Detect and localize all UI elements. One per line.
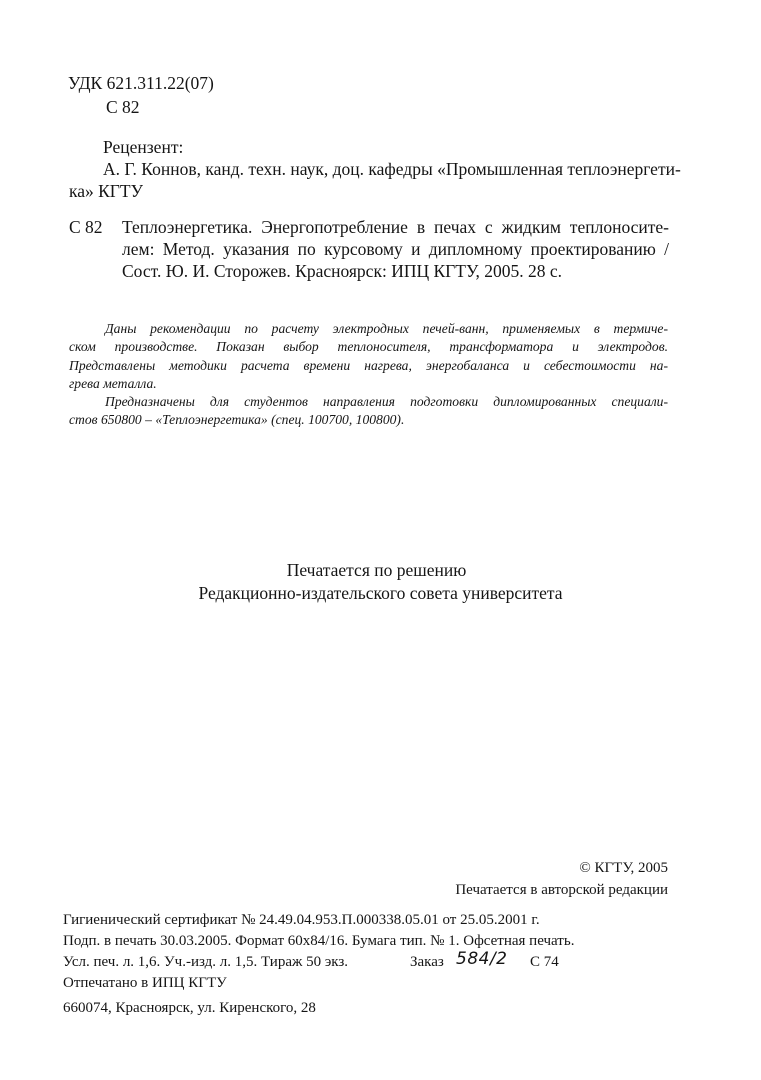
bib-line-1: Теплоэнергетика. Энергопотребление в печах с жидким теплоносите- bbox=[122, 217, 669, 237]
print-sheets: Усл. печ. л. 1,6. Уч.-изд. л. 1,5. Тираж 50 экз. bbox=[63, 954, 349, 970]
bib-line-3: Сост. Ю. И. Сторожев. Красноярск: ИПЦ КГТУ, 2005. 28 с. bbox=[122, 261, 563, 281]
reviewer-line-2: ка» КГТУ bbox=[69, 181, 143, 201]
approval-line-2: Редакционно-издательского совета университета bbox=[198, 583, 563, 603]
imprint-line-2: Подп. в печать 30.03.2005. Формат 60х84/16. Бумага тип. № 1. Офсетная печать. bbox=[63, 933, 575, 949]
reviewer-label: Рецензент: bbox=[103, 137, 184, 157]
approval-line-1: Печатается по решению bbox=[286, 560, 467, 580]
order-number-handwritten: 584/2 bbox=[456, 949, 508, 969]
bib-description bbox=[122, 216, 669, 282]
author-edition-line: Печатается в авторской редакции bbox=[455, 882, 668, 898]
imprint-block bbox=[63, 910, 603, 1019]
imprint-line-1: Гигиенический сертификат № 24.49.04.953.П.000338.05.01 от 25.05.2001 г. bbox=[63, 912, 540, 928]
approval-block bbox=[0, 559, 761, 605]
annotation bbox=[69, 320, 668, 430]
imprint-line-4: Отпечатано в ИПЦ КГТУ bbox=[63, 975, 227, 991]
imprint-line-3 bbox=[63, 949, 603, 973]
udk-code: УДК 621.311.22(07) bbox=[68, 73, 214, 93]
annotation-line-3: Представлены методики расчета времени нагрева, энергобаланса и себестоимости на- bbox=[69, 357, 668, 373]
imprint-line-5: 660074, Красноярск, ул. Киренского, 28 bbox=[63, 1000, 316, 1016]
order-code: С 74 bbox=[530, 954, 559, 970]
copyright-block bbox=[455, 857, 668, 901]
order-label: Заказ bbox=[410, 954, 444, 970]
reviewer-block bbox=[69, 136, 681, 202]
bib-code: С 82 bbox=[69, 217, 103, 237]
copyright-line: © КГТУ, 2005 bbox=[579, 860, 668, 876]
annotation-line-5: Предназначены для студентов направления подготовки дипломированных специали- bbox=[105, 394, 668, 410]
annotation-line-1: Даны рекомендации по расчету электродных печей-ванн, применяемых в термиче- bbox=[105, 321, 668, 336]
annotation-line-6: стов 650800 – «Теплоэнергетика» (спец. 100700, 100800). bbox=[69, 412, 405, 428]
udk-block bbox=[68, 71, 214, 119]
annotation-line-2: ском производстве. Показан выбор теплоносителя, трансформатора и электродов. bbox=[69, 339, 668, 355]
bib-line-2: лем: Метод. указания по курсовому и дипломному проектированию / bbox=[122, 239, 669, 259]
reviewer-line-1: А. Г. Коннов, канд. техн. наук, доц. кафедры «Промышленная теплоэнергети- bbox=[103, 159, 681, 179]
annotation-line-4: грева металла. bbox=[69, 375, 157, 391]
library-code: С 82 bbox=[106, 97, 140, 117]
